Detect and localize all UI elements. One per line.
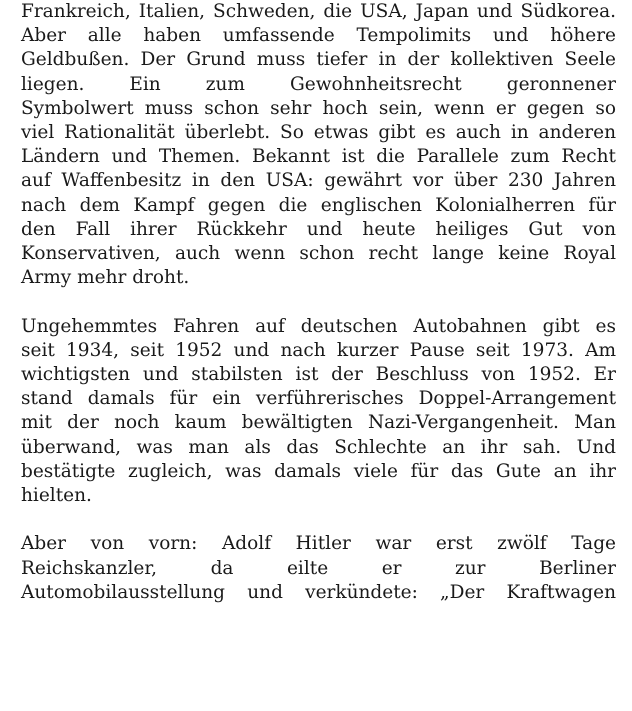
- text-line: wichtigsten und stabilsten ist der Beschluss von 1952. Er: [21, 364, 616, 386]
- text-line: hielten.: [21, 485, 92, 507]
- article-body: [21, 0, 616, 629]
- paragraph-3: [21, 532, 616, 605]
- text-line: Geldbußen. Der Grund muss tiefer in der kollektiven Seele: [21, 49, 616, 71]
- text-line: mit der noch kaum bewältigten Nazi-Vergangenheit. Man: [21, 412, 616, 434]
- text-line: Reichskanzler, da eilte er zur Berliner: [21, 557, 616, 579]
- text-line: Aber von vorn: Adolf Hitler war erst zwölf Tage: [21, 533, 616, 555]
- text-line: Aber alle haben umfassende Tempolimits und höhere: [21, 25, 616, 47]
- text-line: auf Waffenbesitz in den USA: gewährt vor über 230 Jahren: [21, 170, 616, 192]
- text-line: bestätigte zugleich, was damals viele für das Gute an ihr: [21, 460, 616, 482]
- text-line: Frankreich, Italien, Schweden, die USA, Japan und Südkorea.: [21, 1, 616, 22]
- text-line: Army mehr droht.: [21, 267, 190, 289]
- text-line: überwand, was man als das Schlechte an ihr sah. Und: [21, 436, 616, 458]
- text-line: Konservativen, auch wenn schon recht lange keine Royal: [21, 243, 616, 265]
- text-line: Ländern und Themen. Bekannt ist die Parallele zum Recht: [21, 146, 616, 168]
- text-line: stand damals für ein verführerisches Doppel-Arrangement: [21, 388, 616, 410]
- text-line: liegen. Ein zum Gewohnheitsrecht geronnener: [21, 73, 616, 95]
- text-line: seit 1934, seit 1952 und nach kurzer Pause seit 1973. Am: [21, 339, 616, 361]
- text-line: viel Rationalität überlebt. So etwas gibt es auch in anderen: [21, 122, 616, 144]
- text-line: nach dem Kampf gegen die englischen Kolonialherren für: [21, 194, 616, 216]
- paragraph-1: [21, 0, 616, 290]
- text-line: Ungehemmtes Fahren auf deutschen Autobahnen gibt es: [21, 315, 616, 337]
- text-line: Automobilausstellung und verkündete: „Der Kraftwagen: [21, 581, 616, 603]
- text-line: Symbolwert muss schon sehr hoch sein, wenn er gegen so: [21, 97, 616, 119]
- paragraph-2: [21, 315, 616, 509]
- text-line: den Fall ihrer Rückkehr und heute heiliges Gut von: [21, 218, 616, 240]
